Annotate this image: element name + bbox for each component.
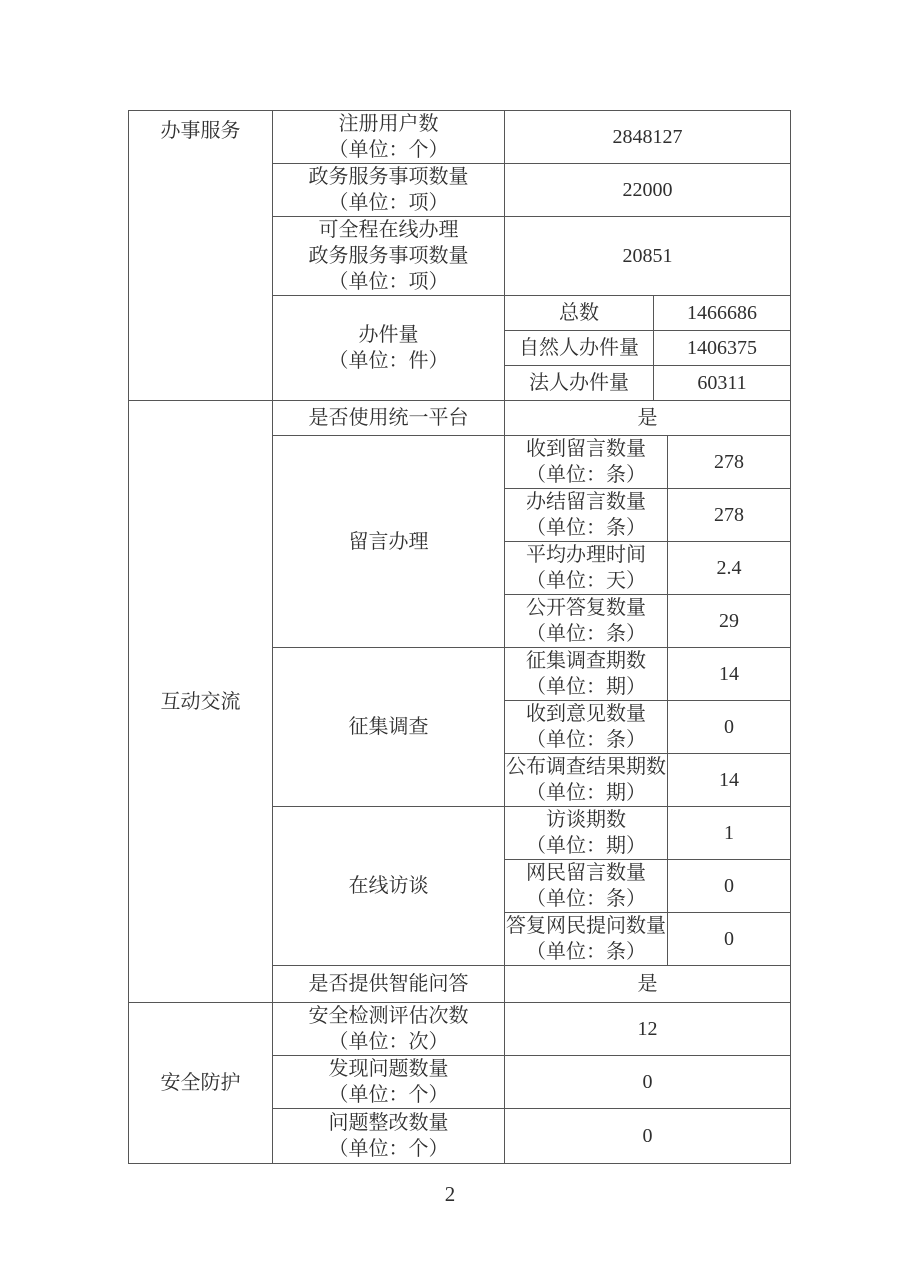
sub-metric-label-cell <box>505 436 668 489</box>
metric-unit: （单位：期） <box>526 782 646 804</box>
metric-label: 网民留言数量 <box>526 862 646 884</box>
metric-unit: （单位：次） <box>328 1031 449 1053</box>
metric-label: 问题整改数量 <box>328 1112 449 1134</box>
metric-unit: （单位：项） <box>328 192 449 214</box>
sub-metric-label-cell <box>505 860 668 913</box>
group-label-cell <box>273 296 505 401</box>
sub-metric-label-cell <box>505 489 668 542</box>
metric-unit: （单位：条） <box>526 517 646 539</box>
table-row <box>129 401 791 436</box>
metric-unit: （单位：期） <box>526 835 646 857</box>
sub-metric-label-cell: 总数 <box>505 296 654 331</box>
sub-metric-value-cell: 1466686 <box>654 296 791 331</box>
metric-label: 公布调查结果期数 <box>506 756 666 778</box>
section-label: 互动交流 <box>160 690 241 713</box>
metric-label-cell <box>273 1109 505 1164</box>
group-label-cell: 征集调查 <box>273 648 505 807</box>
sub-metric-value-cell: 1 <box>668 807 791 860</box>
sub-metric-value-cell: 14 <box>668 754 791 807</box>
metric-label-cell <box>273 1056 505 1109</box>
sub-metric-label-cell <box>505 754 668 807</box>
metric-unit: （单位：条） <box>526 888 646 910</box>
metric-label: 发现问题数量 <box>328 1058 449 1080</box>
sub-metric-label-cell <box>505 701 668 754</box>
metric-unit: （单位：条） <box>526 941 646 963</box>
section-label-hudong <box>129 401 273 1003</box>
metric-value-cell: 12 <box>505 1003 791 1056</box>
sub-metric-label-cell <box>505 648 668 701</box>
metric-label: 政务服务事项数量 <box>308 166 469 188</box>
metric-label: 安全检测评估次数 <box>308 1005 469 1027</box>
metric-unit: （单位：个） <box>328 1138 449 1160</box>
metric-value-cell: 0 <box>505 1109 791 1164</box>
metric-label: 公开答复数量 <box>526 597 646 619</box>
table-row <box>129 111 791 164</box>
metric-label: 答复网民提问数量 <box>506 915 666 937</box>
metric-value-cell: 20851 <box>505 217 791 296</box>
metric-label-cell <box>273 111 505 164</box>
metric-label: 注册用户数 <box>338 113 439 135</box>
sub-metric-value-cell: 1406375 <box>654 331 791 366</box>
sub-metric-value-cell: 60311 <box>654 366 791 401</box>
sub-metric-value-cell: 0 <box>668 913 791 966</box>
sub-metric-value-cell: 14 <box>668 648 791 701</box>
metric-unit: （单位：个） <box>328 139 449 161</box>
metric-unit: （单位：条） <box>526 729 646 751</box>
metric-label: 办结留言数量 <box>526 491 646 513</box>
metric-label-cell: 是否使用统一平台 <box>273 401 505 436</box>
metric-unit: （单位：个） <box>328 1084 449 1106</box>
section-label-banshi <box>129 111 273 401</box>
sub-metric-value-cell: 0 <box>668 860 791 913</box>
metric-unit: （单位：天） <box>526 570 646 592</box>
metric-label-cell <box>273 217 505 296</box>
group-label: 办件量 <box>358 324 419 346</box>
metric-label: 平均办理时间 <box>526 544 646 566</box>
metric-label: 收到意见数量 <box>526 703 646 725</box>
metric-label: 可全程在线办理 <box>318 219 459 241</box>
page-number: 2 <box>444 1182 456 1206</box>
annual-report-table <box>128 110 791 1164</box>
sub-metric-label-cell <box>505 913 668 966</box>
metric-label-cell <box>273 1003 505 1056</box>
metric-unit: （单位：条） <box>526 464 646 486</box>
sub-metric-label-cell: 自然人办件量 <box>505 331 654 366</box>
metric-label-cell <box>273 164 505 217</box>
group-unit: （单位：件） <box>328 350 449 372</box>
metric-value-cell: 2848127 <box>505 111 791 164</box>
metric-unit: （单位：条） <box>526 623 646 645</box>
metric-label-cell: 是否提供智能问答 <box>273 966 505 1003</box>
sub-metric-value-cell: 0 <box>668 701 791 754</box>
metric-label: 征集调查期数 <box>526 650 646 672</box>
sub-metric-value-cell: 278 <box>668 489 791 542</box>
section-label-anquan <box>129 1003 273 1164</box>
metric-label: 访谈期数 <box>546 809 626 831</box>
metric-label: 政务服务事项数量 <box>308 245 469 267</box>
section-label: 安全防护 <box>160 1072 241 1094</box>
metric-unit: （单位：期） <box>526 676 646 698</box>
metric-value-cell: 是 <box>505 966 791 1003</box>
sub-metric-value-cell: 278 <box>668 436 791 489</box>
section-label: 办事服务 <box>160 120 241 142</box>
group-label-cell: 留言办理 <box>273 436 505 648</box>
sub-metric-value-cell: 29 <box>668 595 791 648</box>
sub-metric-label-cell: 法人办件量 <box>505 366 654 401</box>
metric-value-cell: 22000 <box>505 164 791 217</box>
sub-metric-label-cell <box>505 542 668 595</box>
sub-metric-label-cell <box>505 595 668 648</box>
sub-metric-label-cell <box>505 807 668 860</box>
metric-value-cell: 是 <box>505 401 791 436</box>
metric-unit: （单位：项） <box>328 271 449 293</box>
sub-metric-value-cell: 2.4 <box>668 542 791 595</box>
metric-label: 收到留言数量 <box>526 438 646 460</box>
metric-value-cell: 0 <box>505 1056 791 1109</box>
table-row <box>129 1003 791 1056</box>
group-label-cell: 在线访谈 <box>273 807 505 966</box>
